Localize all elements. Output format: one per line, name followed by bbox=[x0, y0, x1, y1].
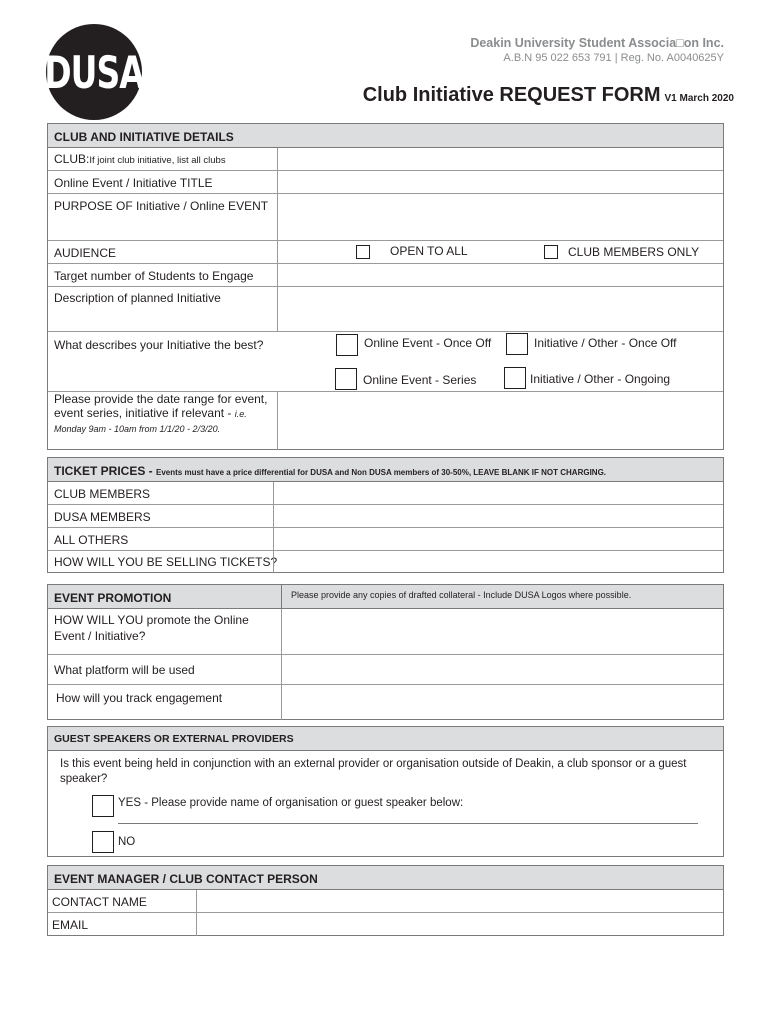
initiative-once-off-checkbox[interactable] bbox=[506, 333, 528, 355]
club-label bbox=[54, 151, 226, 169]
contact-heading: EVENT MANAGER / CLUB CONTACT PERSON bbox=[54, 872, 318, 886]
ticket-label: CLUB MEMBERS bbox=[54, 487, 151, 501]
ticket-prices-heading-row bbox=[48, 458, 723, 482]
track-label: How will you track engagement bbox=[56, 691, 223, 705]
club-initiative-section bbox=[47, 123, 724, 450]
purpose-row bbox=[48, 194, 723, 241]
ticket-row-dusa-members bbox=[48, 505, 723, 528]
club-initiative-heading: CLUB AND INITIATIVE DETAILS bbox=[54, 130, 234, 144]
open-to-all-label: OPEN TO ALL bbox=[390, 244, 468, 258]
guest-speakers-heading-row bbox=[48, 727, 723, 751]
club-members-only-label: CLUB MEMBERS ONLY bbox=[568, 245, 700, 259]
guest-speakers-heading: GUEST SPEAKERS OR EXTERNAL PROVIDERS bbox=[54, 733, 294, 745]
date-example: i.e. Monday 9am - 10am from 1/1/20 - 2/3/20. bbox=[54, 409, 247, 434]
ticket-prices-heading bbox=[54, 464, 606, 478]
title-row bbox=[48, 171, 723, 194]
track-row bbox=[48, 685, 723, 720]
ticket-label: DUSA MEMBERS bbox=[54, 510, 151, 524]
organisation-name: Deakin University Student Associa□on Inc. bbox=[470, 36, 724, 50]
online-event-once-off-label: Online Event - Once Off bbox=[364, 336, 492, 350]
all-others-price-input[interactable] bbox=[274, 528, 723, 550]
dusa-logo bbox=[46, 24, 142, 120]
ticket-prices-heading-text: TICKET PRICES - bbox=[54, 464, 153, 478]
club-row bbox=[48, 148, 723, 171]
guest-yes-label: YES - Please provide name of organisation or guest speaker below: bbox=[118, 797, 464, 809]
track-input[interactable] bbox=[282, 685, 723, 720]
dusa-members-price-input[interactable] bbox=[274, 505, 723, 527]
ticket-row-all-others bbox=[48, 528, 723, 551]
promote-input[interactable] bbox=[282, 609, 723, 654]
event-promotion-heading-row bbox=[48, 585, 723, 609]
online-event-series-label: Online Event - Series bbox=[363, 373, 477, 387]
audience-label: AUDIENCE bbox=[54, 246, 117, 260]
club-members-price-input[interactable] bbox=[274, 482, 723, 504]
club-hint: If joint club initiative, list all clubs bbox=[89, 155, 226, 166]
platform-label: What platform will be used bbox=[54, 663, 195, 677]
ticket-prices-section bbox=[47, 457, 724, 573]
purpose-label: PURPOSE OF Initiative / Online EVENT bbox=[54, 199, 269, 213]
ticket-prices-note: Events must have a price differential for DUSA and Non DUSA members of 30-50%, LEAVE BLANK IF NOT CHARGING. bbox=[156, 468, 607, 477]
date-label bbox=[54, 392, 272, 436]
club-label-text: CLUB: bbox=[54, 152, 90, 166]
guest-no-checkbox[interactable] bbox=[92, 831, 114, 853]
event-promotion-section bbox=[47, 584, 724, 720]
promote-label: HOW WILL YOU promote the Online Event / Initiative? bbox=[54, 613, 249, 643]
ticket-label: ALL OTHERS bbox=[54, 533, 129, 547]
contact-section bbox=[47, 865, 724, 936]
email-input[interactable] bbox=[197, 913, 723, 936]
form-version: V1 March 2020 bbox=[664, 93, 734, 104]
initiative-ongoing-label: Initiative / Other - Ongoing bbox=[530, 372, 671, 386]
club-members-only-checkbox[interactable] bbox=[544, 245, 558, 259]
initiative-once-off-label: Initiative / Other - Once Off bbox=[534, 336, 677, 350]
target-label: Target number of Students to Engage bbox=[54, 269, 254, 283]
target-row bbox=[48, 264, 723, 287]
initiative-ongoing-checkbox[interactable] bbox=[504, 367, 526, 389]
organisation-abn: A.B.N 95 022 653 791 | Reg. No. A0040625Y bbox=[503, 52, 724, 64]
email-row bbox=[48, 913, 723, 936]
description-row bbox=[48, 287, 723, 332]
purpose-input[interactable] bbox=[278, 194, 723, 240]
logo-text: DUSA bbox=[44, 45, 144, 99]
contact-name-row bbox=[48, 890, 723, 913]
describe-row bbox=[48, 332, 723, 392]
date-input[interactable] bbox=[278, 392, 723, 450]
guest-name-line[interactable] bbox=[118, 823, 698, 824]
club-initiative-heading-row bbox=[48, 124, 723, 148]
online-event-once-off-checkbox[interactable] bbox=[336, 334, 358, 356]
guest-no-label: NO bbox=[118, 836, 136, 848]
ticket-row-club-members bbox=[48, 482, 723, 505]
platform-input[interactable] bbox=[282, 655, 723, 684]
description-label: Description of planned Initiative bbox=[54, 291, 221, 305]
form-title bbox=[363, 84, 734, 107]
selling-tickets-input[interactable] bbox=[274, 551, 723, 573]
club-input[interactable] bbox=[278, 148, 723, 170]
email-label: EMAIL bbox=[52, 918, 89, 932]
describe-label: What describes your Initiative the best? bbox=[54, 338, 264, 352]
organisation-info bbox=[470, 36, 724, 64]
form-title-text: Club Initiative REQUEST FORM bbox=[362, 84, 661, 106]
title-input[interactable] bbox=[278, 171, 723, 193]
date-row bbox=[48, 392, 723, 450]
title-label: Online Event / Initiative TITLE bbox=[54, 176, 213, 190]
audience-row bbox=[48, 241, 723, 264]
ticket-label: HOW WILL YOU BE SELLING TICKETS? bbox=[54, 555, 278, 569]
platform-row bbox=[48, 655, 723, 685]
target-input[interactable] bbox=[278, 264, 723, 286]
event-promotion-heading: EVENT PROMOTION bbox=[54, 591, 172, 605]
contact-heading-row bbox=[48, 866, 723, 890]
contact-name-input[interactable] bbox=[197, 890, 723, 912]
date-label-text: Please provide the date range for event, event series, initiative if relevant - bbox=[54, 392, 268, 420]
online-event-series-checkbox[interactable] bbox=[335, 368, 357, 390]
open-to-all-checkbox[interactable] bbox=[356, 245, 370, 259]
promote-row bbox=[48, 609, 723, 655]
guest-question: Is this event being held in conjunction with an external provider or organisation outside of Deakin, a club sponsor or a guest speaker? bbox=[60, 758, 687, 785]
contact-name-label: CONTACT NAME bbox=[52, 895, 147, 909]
divider bbox=[277, 241, 278, 263]
guest-speakers-section bbox=[47, 726, 724, 857]
ticket-row-selling bbox=[48, 551, 723, 573]
guest-yes-checkbox[interactable] bbox=[92, 795, 114, 817]
event-promotion-note: Please provide any copies of drafted collateral - Include DUSA Logos where possible. bbox=[291, 590, 632, 600]
divider bbox=[281, 585, 282, 608]
description-input[interactable] bbox=[278, 287, 723, 331]
